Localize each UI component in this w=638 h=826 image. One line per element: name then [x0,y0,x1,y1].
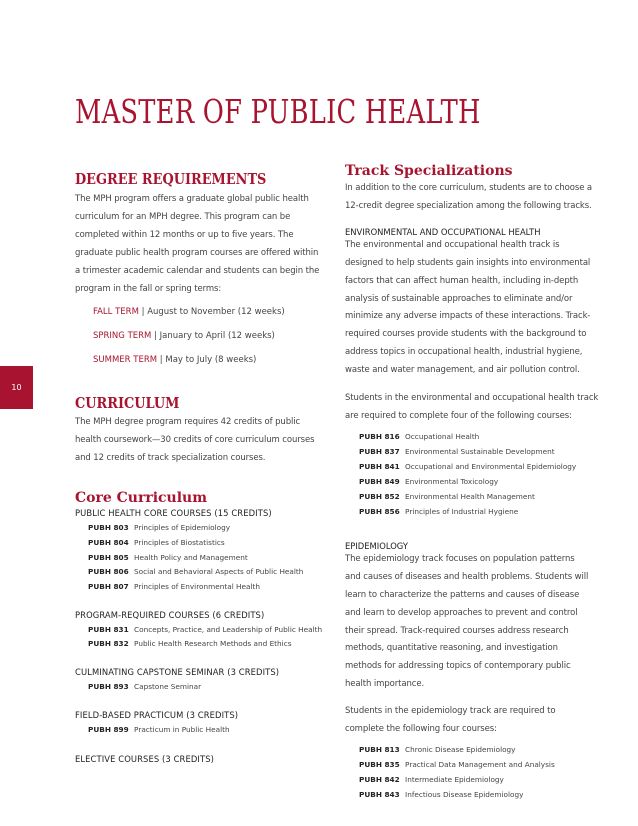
course-list [88,623,337,652]
list-item: PUBH 816 Occupational Health [359,431,480,441]
list-item: PUBH 843 Infectious Disease Epidemiology [359,789,524,799]
track-intro-text: In addition to the core curriculum, students are to choose a 12-credit degree specialization among the following tracks. [345,183,593,211]
list-item: PUBH 813 Chronic Disease Epidemiology [359,744,516,754]
curriculum-section [75,394,337,468]
course-group [75,610,337,652]
list-item: PUBH 852 Environmental Health Management [359,491,535,501]
environmental-required-text: Students in the environmental and occupational health track are required to complete four of the following courses: [345,393,599,421]
list-item: PUBH 806 Social and Behavioral Aspects of Public Health [88,567,304,577]
curriculum-heading: CURRICULUM [75,394,180,413]
epidemiology-track-text: The epidemiology track focuses on population patterns and causes of diseases and health problems. Students will learn to characterize the patterns and causes of disease and learn to develop approaches to prevent and control their spread. Track-required courses address research methods, quantitative reasoning, and investigation methods for addressing topics of contemporary public health importance. [345,553,589,690]
environmental-course-list [359,429,607,519]
list-item: PUBH 837 Environmental Sustainable Development [359,446,555,456]
list-item: PUBH 899 Practicum in Public Health [88,724,230,734]
list-item: PUBH 842 Intermediate Epidemiology [359,774,504,784]
course-group-title: CULMINATING CAPSTONE SEMINAR (3 CREDITS) [75,667,280,678]
term-item: FALL TERM | August to November (12 weeks) [93,307,285,318]
course-list [88,680,337,695]
list-item: PUBH 831 Concepts, Practice, and Leadership of Public Health [88,624,323,634]
left-column [75,170,337,764]
course-group [75,667,337,695]
list-item: PUBH 807 Principles of Environmental Health [88,581,261,591]
environmental-track-text: The environmental and occupational health track is designed to help students gain insights into environmental factors that can affect human health, including in-depth analysis of sustainable approaches to eliminate and/or minimize any adverse impacts of these interactions. Track- required courses provide students with the background to address topics in occupational health, industrial hygiene, waste and water management, and air pollution control. [345,239,591,376]
core-curriculum-section [75,490,337,764]
epidemiology-track-section [345,541,607,802]
course-group-title: PUBLIC HEALTH CORE COURSES (15 CREDITS) [75,508,272,519]
list-item: PUBH 805 Health Policy and Management [88,552,248,562]
curriculum-text: The MPH degree program requires 42 credits of public health coursework—30 credits of core curriculum courses and 12 credits of track specialization courses. [75,417,315,464]
track-specializations-heading: Track Specializations [345,163,513,179]
right-column [345,163,607,802]
term-item: SUMMER TERM | May to July (8 weeks) [93,355,257,366]
list-item: PUBH 832 Public Health Research Methods and Ethics [88,639,292,649]
course-list [88,521,337,595]
course-group [75,508,337,595]
page-number-tab [0,366,33,409]
term-list [93,306,337,367]
course-group [75,754,337,764]
list-item: PUBH 893 Capstone Seminar [88,682,202,692]
environmental-track-title: ENVIRONMENTAL AND OCCUPATIONAL HEALTH [345,226,541,237]
course-group-title: ELECTIVE COURSES (3 CREDITS) [75,754,214,765]
degree-requirements-section [75,170,337,367]
list-item: PUBH 804 Principles of Biostatistics [88,537,225,547]
term-item: SPRING TERM | January to April (12 weeks) [93,331,275,342]
environmental-track-section [345,227,607,519]
core-curriculum-heading: Core Curriculum [75,490,208,507]
epidemiology-course-list [359,742,607,802]
page-title: MASTER OF PUBLIC HEALTH [75,92,481,131]
degree-requirements-text: The MPH program offers a graduate global public health curriculum for an MPH degree. This program can be completed within 12 months or up to five years. The graduate public health program courses are offered within a trimester academic calendar and students can begin the program in the fall or spring terms: [75,194,320,294]
page-number: 10 [11,383,22,392]
list-item: PUBH 803 Principles of Epidemiology [88,523,231,533]
course-group [75,710,337,738]
course-group-title: PROGRAM-REQUIRED COURSES (6 CREDITS) [75,609,265,620]
list-item: PUBH 835 Practical Data Management and Analysis [359,759,555,769]
degree-requirements-heading: DEGREE REQUIREMENTS [75,170,267,188]
epidemiology-track-title: EPIDEMIOLOGY [345,540,408,551]
list-item: PUBH 849 Environmental Toxicology [359,476,499,486]
list-item: PUBH 841 Occupational and Environmental Epidemiology [359,461,577,471]
course-list [88,723,337,738]
epidemiology-required-text: Students in the epidemiology track are required to complete the following four courses: [345,706,556,735]
course-group-title: FIELD-BASED PRACTICUM (3 CREDITS) [75,709,239,720]
list-item: PUBH 856 Principles of Industrial Hygiene [359,506,519,516]
